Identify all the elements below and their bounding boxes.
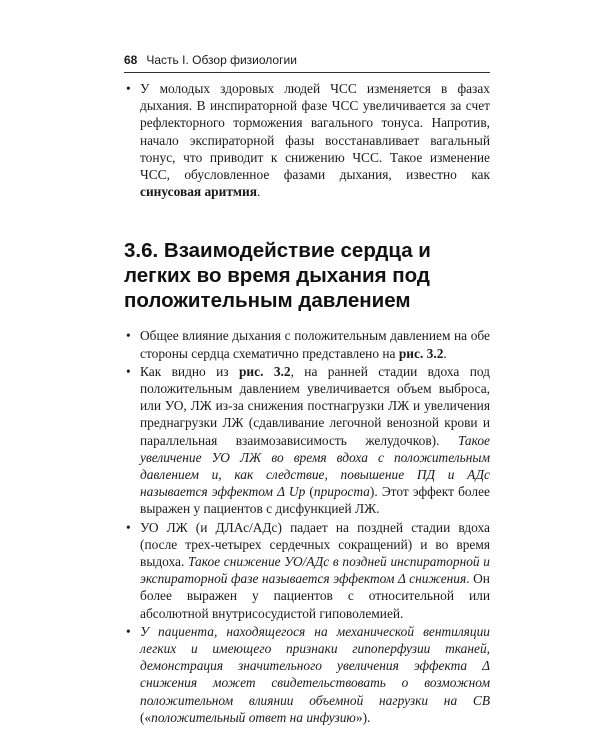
figure-reference: рис. 3.2 [398,345,444,361]
bullet-text: »). [355,709,371,725]
figure-reference: рис. 3.2 [238,363,291,379]
bullet-italic-text: Такое снижение УО/АДс в поздней инспираторной и экспираторной фазе называется эффектом Δ снижения [140,554,491,587]
page-body [124,80,490,726]
bullet-text: . [443,345,447,361]
bullet-dot: • [126,81,131,96]
intro-bullet [124,80,490,200]
bullet-text: . Он более выражен у пациентов с относительной или абсолютной внутрисосудистой гиповолемией. [140,571,490,621]
bullet-dot: • [126,328,131,344]
bullet-text: ). Этот эффект более выражен у пациентов с дисфункцией ЛЖ. [140,484,490,517]
bullet-text: Общее влияние дыхания с положительным давлением на обе стороны сердца схематично представлено на [140,328,490,361]
bullet-text: ( [305,484,314,500]
list-item [124,623,490,726]
bullet-italic-text: положительный ответ на инфузию [151,709,356,725]
list-item [124,327,490,361]
list-item [124,519,490,622]
bullet-italic-text: У пациента, находящегося на механической вентиляции легких и имеющего признаки гипоперфузии тканей, демонстрация значительного увеличения эффекта Δ снижения может свидетельствовать о возможном положительном влиянии объемной нагрузки на СВ [140,623,490,708]
bullet-italic-text: прироста [313,484,370,500]
bullet-text: (« [140,709,152,725]
section-heading: 3.6. Взаимодействие сердца и легких во время дыхания под положительным давлением [124,239,431,313]
bullet-text: Как видно из [140,363,239,379]
running-header [124,53,490,67]
term-sinus-arrhythmia: синусовая аритмия [140,184,257,200]
intro-text-end: . [257,184,261,200]
running-title: Часть I. Обзор физиологии [146,53,297,67]
intro-text: У молодых здоровых людей ЧСС изменяется в фазах дыхания. В инспираторной фазе ЧСС увеличивается за счет рефлекторного торможения вагального тонуса. Напротив, начало экспираторной фазы восстанавливает вагальный тонус, что приводит к снижению ЧСС. Такое изменение ЧСС, обусловленное фазами дыхания, известно как [140,81,490,183]
header-rule [124,72,490,73]
bullet-text: , на ранней стадии вдоха под положительным давлением увеличивается объем выброса, или УО, ЛЖ из-за снижения постнагрузки ЛЖ и увеличения преднагрузки ЛЖ (сдавливание легочной венозной крови и параллельная взаимозависимость желудочков). [140,363,490,448]
bullet-text: УО ЛЖ (и ДЛАс/АДс) падает на поздней стадии вдоха (после трех-четырех сердечных сокращений) и во время выдоха. [140,519,490,570]
page-number: 68 [124,53,138,67]
list-item [124,363,490,518]
bullet-italic-text: Такое увеличение УО ЛЖ во время вдоха с положительным давлением и, как следствие, повышение ПД и АДс называется эффектом Δ Up [140,432,490,500]
bullet-dot: • [126,623,131,639]
bullet-dot: • [126,363,131,379]
bullet-dot: • [126,519,131,535]
